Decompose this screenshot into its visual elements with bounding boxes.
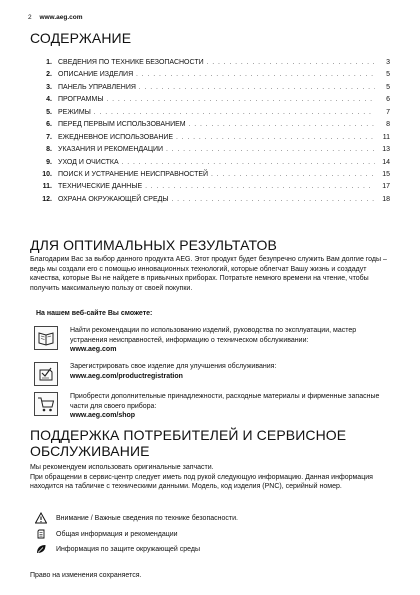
toc-entry-title: УКАЗАНИЯ И РЕКОМЕНДАЦИИ bbox=[58, 146, 164, 154]
book-icon bbox=[34, 326, 58, 350]
toc-leader-dots bbox=[136, 69, 375, 81]
toc-entry-number: 5. bbox=[46, 108, 52, 116]
toc-entry[interactable] bbox=[30, 69, 390, 81]
intro-title: ДЛЯ ОПТИМАЛЬНЫХ РЕЗУЛЬТАТОВ bbox=[30, 237, 277, 253]
support-title: ПОДДЕРЖКА ПОТРЕБИТЕЛЕЙ И СЕРВИСНОЕ ОБСЛУЖИВАНИЕ bbox=[30, 427, 347, 459]
service-item-shop bbox=[30, 392, 390, 428]
toc-entry-number: 12. bbox=[42, 195, 52, 203]
toc-leader-dots bbox=[94, 107, 375, 119]
toc-entry[interactable] bbox=[30, 132, 390, 144]
legend-text: Внимание / Важные сведения по технике безопасности. bbox=[56, 514, 238, 522]
toc-entry-page: 5 bbox=[386, 83, 390, 91]
toc-entry-number: 9. bbox=[46, 158, 52, 166]
service-text: Найти рекомендации по использованию изделий, руководства по эксплуатации, мастер устранения неисправностей, информацию о техническом обслуживании: bbox=[70, 327, 357, 344]
toc-leader-dots bbox=[122, 157, 375, 169]
toc-entry-title: ТЕХНИЧЕСКИЕ ДАННЫЕ bbox=[58, 183, 143, 191]
register-icon bbox=[34, 362, 58, 386]
intro-text: Благодарим Вас за выбор данного продукта AEG. Этот продукт будет безупречно служить Вам долгие годы – ведь мы создали его с помощью инновационных технологий, которые облегчат Вашу жизнь и создадут качества, которые Вы не найдете в привычных приборах. Потратьте немного времени на чтение, чтобы получить максимальную пользу от своей покупки. bbox=[30, 256, 387, 292]
toc-entry-page: 18 bbox=[382, 195, 390, 203]
toc-entry-number: 11. bbox=[42, 183, 52, 191]
toc-entry-number: 4. bbox=[46, 96, 52, 104]
service-text: Зарегистрировать свое изделие для улучшения обслуживания: bbox=[70, 363, 277, 370]
toc-entry-page: 14 bbox=[382, 158, 390, 166]
toc-entry-title: ОХРАНА ОКРУЖАЮЩЕЙ СРЕДЫ bbox=[58, 195, 169, 203]
toc-entry-page: 13 bbox=[382, 146, 390, 154]
toc-entry-number: 7. bbox=[46, 133, 52, 141]
service-item-manuals bbox=[30, 326, 390, 362]
toc-entry[interactable] bbox=[30, 181, 390, 193]
website-heading: На нашем веб-сайте Вы сможете: bbox=[36, 310, 153, 317]
toc-entry-page: 5 bbox=[386, 71, 390, 79]
service-link[interactable]: www.aeg.com bbox=[70, 346, 117, 354]
service-text: Приобрести дополнительные принадлежности, расходные материалы и фирменные запасные части для своего прибора: bbox=[70, 393, 380, 410]
toc-entry-page: 3 bbox=[386, 59, 390, 66]
toc-entry[interactable] bbox=[30, 94, 390, 106]
toc-entry-title: ПЕРЕД ПЕРВЫМ ИСПОЛЬЗОВАНИЕМ bbox=[58, 121, 186, 129]
support-line-1: Мы рекомендуем использовать оригинальные запчасти. bbox=[30, 464, 214, 471]
toc-entry-page: 15 bbox=[382, 170, 390, 178]
info-icon bbox=[34, 528, 48, 540]
toc-leader-dots bbox=[139, 82, 375, 94]
toc-entry-number: 2. bbox=[46, 71, 52, 79]
toc-entry-number: 6. bbox=[46, 121, 52, 129]
legend-text: Информация по защите окружающей среды bbox=[56, 545, 201, 553]
legend-warning bbox=[34, 512, 238, 524]
toc-entry[interactable] bbox=[30, 157, 390, 169]
toc-entry-title: ПОИСК И УСТРАНЕНИЕ НЕИСПРАВНОСТЕЙ bbox=[58, 170, 209, 178]
header-url[interactable]: www.aeg.com bbox=[39, 14, 83, 21]
toc-leader-dots bbox=[211, 169, 375, 181]
toc-entry-number: 1. bbox=[46, 59, 52, 66]
toc-entry-title: УХОД И ОЧИСТКА bbox=[58, 158, 119, 166]
support-text bbox=[30, 463, 395, 492]
toc-entry-title: СВЕДЕНИЯ ПО ТЕХНИКЕ БЕЗОПАСНОСТИ bbox=[58, 59, 204, 66]
toc-leader-dots bbox=[166, 144, 375, 156]
page-header bbox=[28, 14, 83, 21]
toc-entry-page: 7 bbox=[386, 108, 390, 116]
toc-entry-title: РЕЖИМЫ bbox=[58, 108, 91, 116]
legend-text: Общая информация и рекомендации bbox=[56, 530, 178, 538]
toc-entry[interactable] bbox=[30, 57, 390, 69]
page-number: 2 bbox=[28, 14, 32, 21]
toc-entry-page: 17 bbox=[382, 183, 390, 191]
toc-entry-title: ПАНЕЛЬ УПРАВЛЕНИЯ bbox=[58, 83, 136, 91]
legend-environment bbox=[34, 543, 200, 555]
toc-entry[interactable] bbox=[30, 194, 390, 206]
support-line-2: При обращении в сервис-центр следует иметь под рукой следующую информацию. Данная информация находится на табличке с техническими данными. Модель, код изделия (PNC), серийный номер. bbox=[30, 473, 373, 491]
cart-icon bbox=[34, 392, 58, 416]
toc-leader-dots bbox=[145, 181, 375, 193]
service-link[interactable]: www.aeg.com/shop bbox=[70, 412, 136, 420]
toc-entry-number: 8. bbox=[46, 146, 52, 154]
toc-entry[interactable] bbox=[30, 82, 390, 94]
environment-icon bbox=[34, 543, 48, 555]
toc-title: СОДЕРЖАНИЕ bbox=[30, 30, 132, 46]
toc-entry[interactable] bbox=[30, 119, 390, 131]
warning-icon bbox=[34, 512, 48, 524]
service-link[interactable]: www.aeg.com/productregistration bbox=[70, 372, 183, 380]
toc-entry-number: 10. bbox=[42, 170, 52, 178]
toc-leader-dots bbox=[172, 194, 375, 206]
table-of-contents bbox=[30, 57, 390, 206]
toc-entry-number: 3. bbox=[46, 83, 52, 91]
legend-info bbox=[34, 528, 178, 540]
toc-entry[interactable] bbox=[30, 144, 390, 156]
footer-note: Право на изменения сохраняется. bbox=[30, 572, 142, 579]
toc-entry-title: ОПИСАНИЕ ИЗДЕЛИЯ bbox=[58, 71, 134, 79]
toc-entry[interactable] bbox=[30, 107, 390, 119]
toc-entry-title: ПРОГРАММЫ bbox=[58, 96, 104, 104]
toc-entry[interactable] bbox=[30, 169, 390, 181]
toc-leader-dots bbox=[107, 94, 375, 106]
toc-entry-page: 8 bbox=[386, 121, 390, 129]
toc-entry-page: 11 bbox=[382, 133, 390, 141]
toc-entry-page: 6 bbox=[386, 96, 390, 104]
toc-leader-dots bbox=[189, 119, 375, 131]
toc-leader-dots bbox=[207, 57, 375, 69]
toc-entry-title: ЕЖЕДНЕВНОЕ ИСПОЛЬЗОВАНИЕ bbox=[58, 133, 174, 141]
toc-leader-dots bbox=[176, 132, 375, 144]
